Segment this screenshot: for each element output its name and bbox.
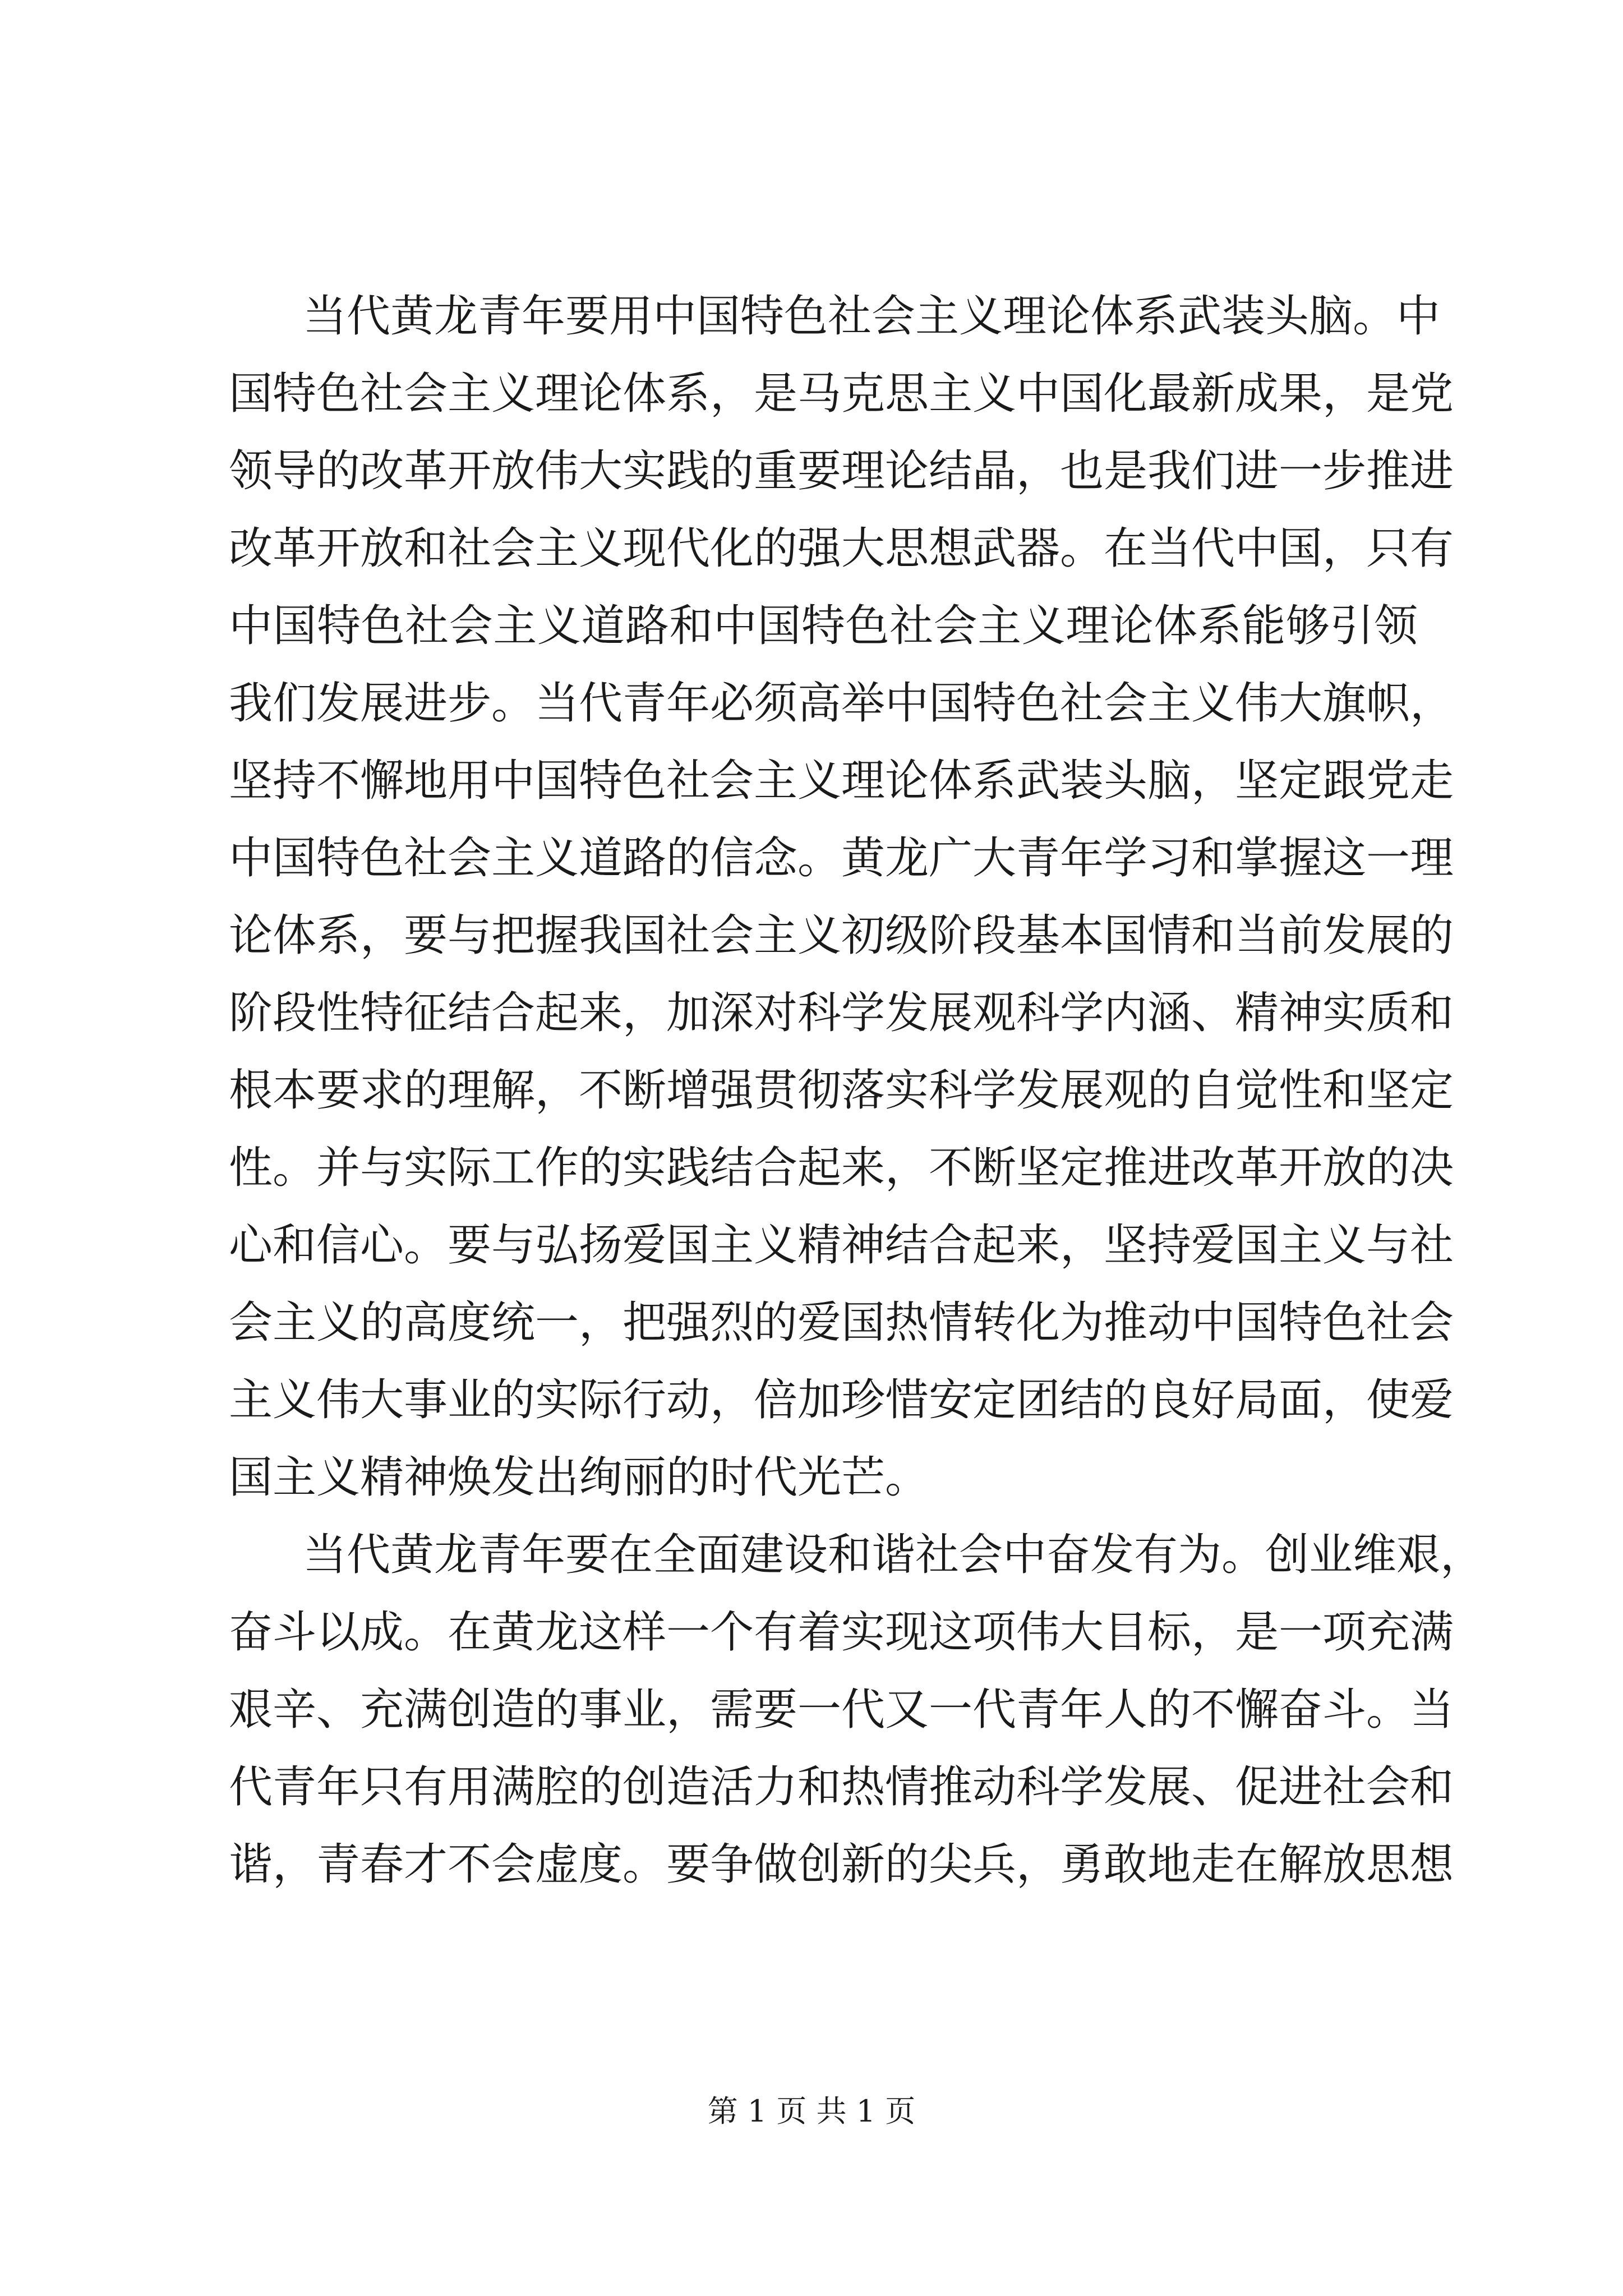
text-line: 谐，青春才不会虚度。要争做创新的尖兵，勇敢地走在解放思想 [229, 1839, 1454, 1890]
text-line: 主义伟大事业的实际行动，倍加珍惜安定团结的良好局面，使爱 [229, 1375, 1454, 1425]
text-line: 当代黄龙青年要用中国特色社会主义理论体系武装头脑。中 [303, 291, 1441, 342]
text-line: 当代黄龙青年要在全面建设和谐社会中奋发有为。创业维艰， [303, 1530, 1484, 1580]
text-line: 性。并与实际工作的实践结合起来，不断坚定推进改革开放的决 [229, 1143, 1454, 1193]
text-line: 改革开放和社会主义现代化的强大思想武器。在当代中国，只有 [229, 523, 1454, 574]
text-line: 国特色社会主义理论体系，是马克思主义中国化最新成果，是党 [229, 369, 1454, 419]
text-line: 艰辛、充满创造的事业，需要一代又一代青年人的不懈奋斗。当 [229, 1685, 1454, 1735]
text-line: 心和信心。要与弘扬爱国主义精神结合起来，坚持爱国主义与社 [229, 1220, 1454, 1271]
text-line: 根本要求的理解，不断增强贯彻落实科学发展观的自觉性和坚定 [229, 1065, 1454, 1116]
text-line: 会主义的高度统一，把强烈的爱国热情转化为推动中国特色社会 [229, 1297, 1454, 1348]
page-footer: 第 1 页 共 1 页 [707, 2093, 916, 2129]
text-line: 代青年只有用满腔的创造活力和热情推动科学发展、促进社会和 [229, 1762, 1454, 1812]
text-line: 阶段性特征结合起来，加深对科学发展观科学内涵、精神实质和 [229, 988, 1454, 1038]
text-line: 中国特色社会主义道路的信念。黄龙广大青年学习和掌握这一理 [229, 833, 1454, 884]
text-line: 奋斗以成。在黄龙这样一个有着实现这项伟大目标，是一项充满 [229, 1607, 1454, 1658]
text-line: 领导的改革开放伟大实践的重要理论结晶，也是我们进一步推进 [229, 446, 1454, 496]
text-line: 我们发展进步。当代青年必须高举中国特色社会主义伟大旗帜， [229, 678, 1454, 729]
text-line: 坚持不懈地用中国特色社会主义理论体系武装头脑，坚定跟党走 [229, 756, 1454, 806]
text-line: 中国特色社会主义道路和中国特色社会主义理论体系能够引领 [229, 601, 1418, 651]
text-line: 国主义精神焕发出绚丽的时代光芒。 [229, 1452, 929, 1503]
text-line: 论体系，要与把握我国社会主义初级阶段基本国情和当前发展的 [229, 910, 1454, 961]
